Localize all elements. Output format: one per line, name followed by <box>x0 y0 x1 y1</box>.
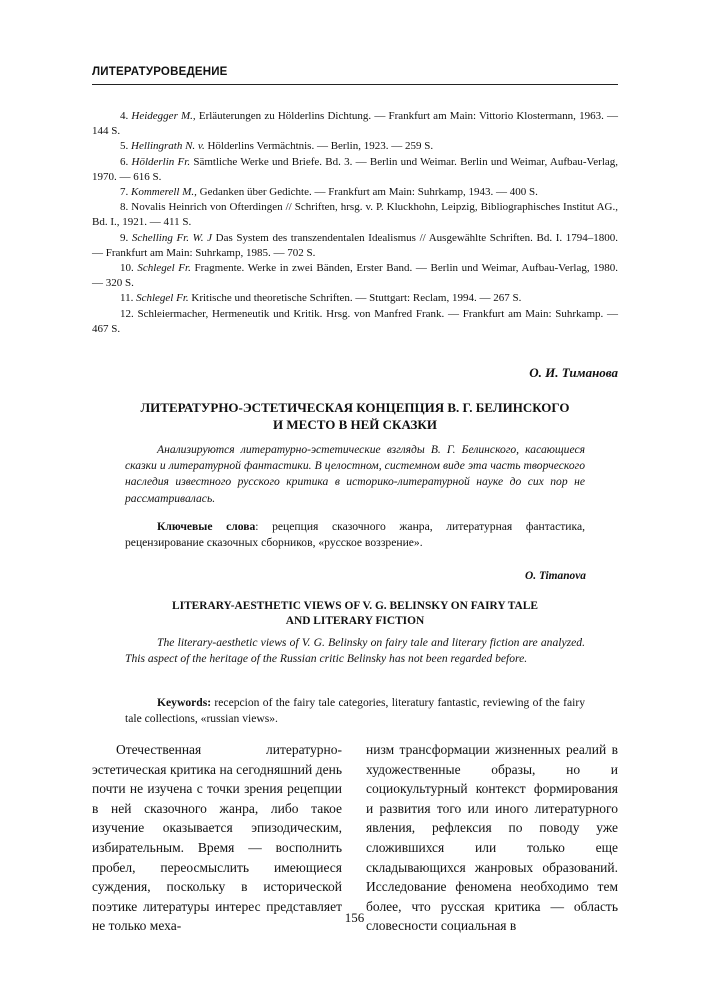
title-line: И МЕСТО В НЕЙ СКАЗКИ <box>273 417 437 432</box>
keywords-en <box>125 695 585 727</box>
title-line: ЛИТЕРАТУРНО-ЭСТЕТИЧЕСКАЯ КОНЦЕПЦИЯ В. Г. БЕЛИНСКОГО <box>140 400 570 415</box>
keywords-label: Keywords: <box>157 696 212 709</box>
author-name-ru: О. И. Тиманова <box>529 365 618 380</box>
reference-item: 12. Schleiermacher, Hermeneutik und Kritik. Hrsg. von Manfred Frank. — Frankfurt am Main: Suhrkamp. — 467 S. <box>92 307 618 335</box>
reference-list <box>92 109 618 337</box>
abstract-ru: Анализируются литературно-эстетические взгляды В. Г. Белинского, касающиеся сказки и литературной фантастики. В целостном, системном виде эта часть творческого наследия известного русского критика в историко-литературной науке до сих пор не рассматривалась. <box>125 443 585 505</box>
body-column-left: Отечественная литературно-эстетическая критика на сегодняшний день почти не изучена с точки зрения рецепции в ней сказочного жанра, либо такое изучение оказывается эпизодическим, избирательным. Время — восполнить пробел, переосмыслить имеющиеся суждения, поскольку в исторической поэтике литературы интерес представляет не только меха- <box>92 742 342 934</box>
abstract-en: The literary-aesthetic views of V. G. Belinsky on fairy tale and literary fiction are analyzed. This aspect of the heritage of the Russian critic Belinsky has not been regarded before. <box>125 636 585 666</box>
article-title-ru <box>92 399 618 433</box>
article-title-en <box>125 599 585 628</box>
reference-item: 6. Hölderlin Fr. Sämtliche Werke und Briefe. Bd. 3. — Berlin und Weimar. Berlin und Weimar, Aufbau-Verlag, 1970. — 616 S. <box>92 155 619 183</box>
reference-item: 5. Hellingrath N. v. Hölderlins Vermächtnis. — Berlin, 1923. — 259 S. <box>120 140 434 153</box>
keywords-label: Ключевые слова <box>157 520 256 533</box>
reference-item: 4. Heidegger M., Erläuterungen zu Hölderlins Dichtung. — Frankfurt am Main: Vittorio Klostermann, 1963. — 144 S. <box>92 110 619 138</box>
keywords-text: recepcion of the fairy tale categories, literatury fantastic, reviewing of the fairy tale collections, «russian views». <box>125 696 585 726</box>
body-column-right: низм трансформации жизненных реалий в художественные образы, но и социокультурный контекст формирования и развития того или иного литературного явления, рефлексия по поводу уже сложившихся или только еще складывающихся жанровых образований. Исследование феномена необходимо тем более, что русская критика — область словесности социальная в <box>366 742 618 934</box>
keywords-text: : рецепция сказочного жанра, литературная фантастика, рецензирование сказочных сборников, «русское воззрение». <box>125 520 585 550</box>
title-line: AND LITERARY FICTION <box>285 614 425 627</box>
keywords-ru <box>125 519 585 551</box>
reference-item: 7. Kommerell M., Gedanken über Gedichte. — Frankfurt am Main: Suhrkamp, 1943. — 400 S. <box>120 186 538 199</box>
reference-item: 8. Novalis Heinrich von Ofterdingen // Schriften, hrsg. v. P. Kluckhohn, Leipzig, Bibliographisches Institut AG., Bd. I., 1921. — 411 S. <box>92 201 618 229</box>
reference-item: 10. Schlegel Fr. Fragmente. Werke in zwei Bänden, Erster Band. — Berlin und Weimar, Aufbau-Verlag, 1980. — 320 S. <box>92 262 619 290</box>
reference-item: 9. Schelling Fr. W. J Das System des transzendentalen Idealismus // Ausgewählte Schriften. Bd. I. 1794–1800. — Frankfurt am Main: Suhrkamp, 1985. — 702 S. <box>92 231 619 259</box>
author-name-en: O. Timanova <box>525 570 586 582</box>
running-header: ЛИТЕРАТУРОВЕДЕНИЕ <box>92 66 228 78</box>
page-number: 156 <box>344 910 365 925</box>
title-line: LITERARY-AESTHETIC VIEWS OF V. G. BELINSKY ON FAIRY TALE <box>172 600 538 612</box>
header-rule <box>92 84 618 85</box>
reference-item: 11. Schlegel Fr. Kritische und theoretische Schriften. — Stuttgart: Reclam, 1994. — 267 S. <box>120 292 522 305</box>
